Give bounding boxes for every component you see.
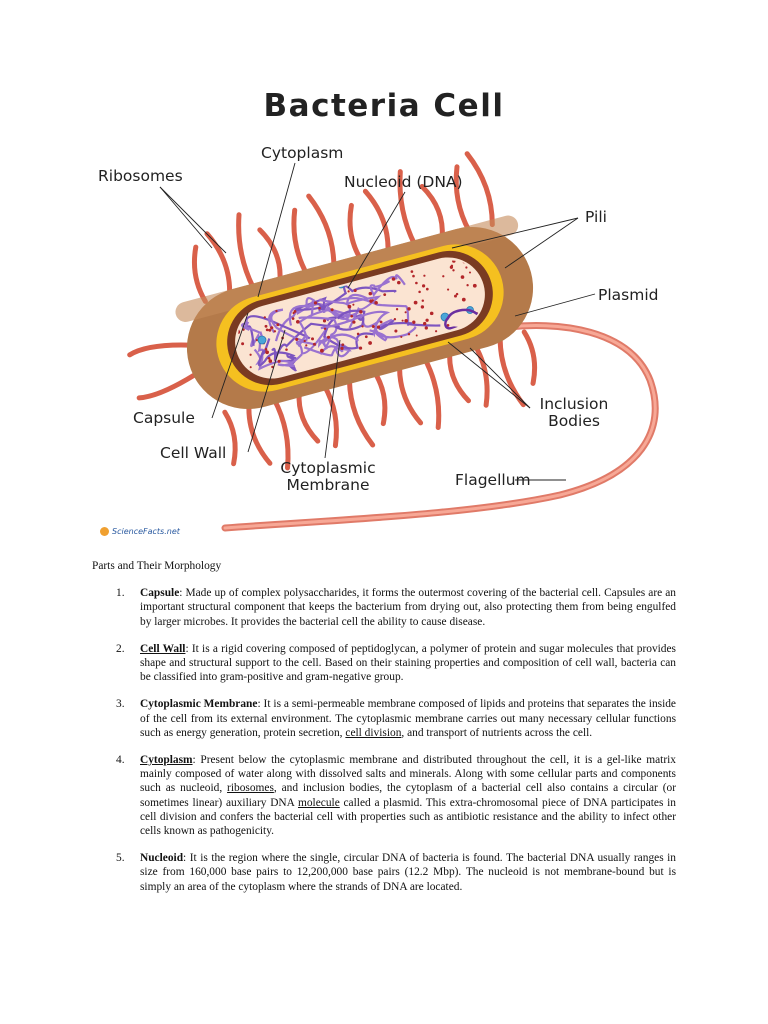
item-link-text[interactable]: ribosomes (227, 782, 274, 795)
ribosome (278, 360, 281, 363)
pilus (450, 352, 469, 401)
pilus (194, 247, 205, 301)
pilus (500, 338, 523, 404)
ribosome (268, 359, 272, 363)
ribosome (314, 301, 317, 304)
ribosome (473, 284, 477, 288)
ribosome (412, 321, 415, 324)
ribosome (402, 320, 404, 322)
label-cytoplasm: Cytoplasm (261, 144, 344, 162)
ribosome (304, 340, 306, 342)
document-body (92, 559, 676, 907)
ribosome (270, 326, 273, 329)
ribosome (412, 275, 415, 278)
ribosome (265, 325, 268, 328)
ribosome (452, 269, 454, 271)
ribosome (320, 349, 324, 353)
ribosome (305, 344, 307, 346)
ribosome (392, 277, 396, 281)
ribosome (435, 330, 437, 332)
pilus (422, 187, 442, 239)
pilus (274, 399, 288, 468)
sciencefacts-logo (100, 527, 180, 536)
label-ribosomes: Ribosomes (98, 167, 183, 185)
item-text: : It is the region where the single, circular DNA of bacteria is found. The bacterial DNA usually ranges in size from 160,000 base pairs to 12,200,000 base pairs (12.2 Mbp). The nucleoid is not membrane-bound but is simply an area of the cytoplasm where the strands of DNA are located. (140, 852, 676, 893)
pilus (349, 379, 372, 445)
pilus (130, 345, 190, 355)
ribosome (415, 282, 418, 285)
ribosome (295, 338, 298, 341)
ribosome (268, 329, 271, 332)
pilus (299, 392, 318, 441)
item-number: 3. (116, 698, 125, 711)
ribosome (423, 275, 425, 277)
ribosome (380, 321, 383, 324)
ribosome (394, 318, 396, 320)
logo-icon (100, 527, 109, 536)
item-term: Cytoplasm (140, 754, 193, 767)
ribosome (426, 288, 429, 291)
ribosome (265, 348, 268, 351)
ribosome (450, 266, 453, 269)
pilus (207, 234, 230, 295)
ribosome (454, 295, 457, 298)
ribosome (368, 341, 372, 345)
ribosome (469, 271, 471, 273)
ribosome (285, 348, 288, 351)
label-nucleoid: Nucleoid (DNA) (344, 173, 463, 191)
ribosome (383, 293, 386, 296)
ribosome (323, 319, 326, 322)
list-item (92, 697, 676, 740)
ribosome (348, 305, 352, 309)
ribosome (405, 311, 407, 313)
ribosome (266, 329, 269, 332)
item-link-text[interactable]: cell division (345, 726, 402, 739)
ribosome (411, 270, 414, 273)
ribosome (352, 304, 354, 306)
ribosome (397, 281, 401, 285)
logo-text: ScienceFacts.net (112, 527, 180, 536)
pilus (260, 230, 280, 282)
item-text: called a plasmid. This extra-chromosomal piece of DNA participates in cell division and confers the bacterial cell with properties such as antibiotic resistance and the ability to infect other cells known as pathogenicity. (140, 796, 676, 838)
ribosome (447, 289, 449, 291)
label-flagellum: Flagellum (455, 471, 531, 489)
pilus (294, 210, 307, 274)
ribosome (275, 310, 277, 312)
item-number: 4. (116, 754, 125, 767)
ribosome (430, 312, 434, 316)
figure-title: Bacteria Cell (263, 88, 505, 124)
item-text: : It is a semi-permeable membrane composed of lipids and proteins that separates the inside of the cell from its external environment. The cytoplasmic membrane carries out many necessary cellular functions such as energy generation, protein secretion, (140, 698, 676, 739)
ribosome (268, 357, 271, 360)
item-text: , and transport of nutrients across the cell. (401, 726, 593, 739)
ribosome (347, 290, 349, 292)
item-text: , and inclusion bodies, the cytoplasm of a bacterial cell also contains a circular (or sometimes linear) auxiliary DNA (140, 782, 676, 809)
item-number: 2. (116, 642, 125, 655)
ribosome (274, 330, 276, 332)
ribosome (292, 317, 295, 320)
ribosome (359, 346, 362, 349)
pilus (375, 372, 385, 424)
item-term: Cell Wall (140, 642, 186, 655)
ribosome (416, 335, 418, 337)
ribosome (372, 299, 374, 301)
ribosome (350, 315, 353, 318)
pilus (139, 375, 195, 398)
item-text: : Present below the cytoplasmic membrane and distributed throughout the cell, it is a gel-like matrix mainly composed of water along with dissolved salts and minerals. Along with some cellular parts and components such as nucleoid, (140, 754, 676, 795)
ribosome (461, 275, 465, 279)
ribosome (377, 325, 380, 328)
ribosome (249, 354, 251, 356)
item-number: 1. (116, 587, 125, 600)
ribosome (466, 284, 468, 286)
ribosome (421, 305, 424, 308)
label-cyto-membrane-line1: Cytoplasmic (280, 459, 376, 477)
pilus (467, 154, 492, 225)
pilus (365, 191, 388, 252)
ribosome (241, 342, 244, 345)
ribosome (465, 266, 467, 268)
ribosome (442, 275, 444, 277)
item-term: Cytoplasmic Membrane (140, 698, 258, 711)
pilus (425, 359, 439, 428)
pilus (524, 332, 534, 383)
ribosome (422, 299, 424, 301)
list-item (92, 851, 676, 894)
ribosome (265, 350, 269, 354)
item-number: 5. (116, 852, 125, 865)
item-link-text[interactable]: molecule (298, 796, 340, 809)
list-item (92, 586, 676, 629)
ribosome (372, 325, 375, 328)
ribosome (425, 326, 428, 329)
label-cytoplasmic-membrane (268, 460, 388, 494)
ribosome (462, 298, 466, 302)
label-capsule: Capsule (133, 409, 195, 427)
item-text: : Made up of complex polysaccharides, it forms the outermost covering of the bacterial cell. Capsules are an important structural component that keeps the bacterium from drying out, also protecting them from being engulfed by larger microbes. It provides the bacterial cell the ability to cause disease. (140, 587, 676, 628)
ribosome (331, 308, 334, 311)
section-heading: Parts and Their Morphology (92, 560, 222, 572)
ribosome (400, 336, 402, 338)
ribosome (365, 335, 368, 338)
ribosome (408, 333, 410, 335)
ribosome (407, 307, 410, 310)
ribosome (423, 322, 426, 325)
ribosome (374, 301, 378, 305)
ribosome (318, 307, 321, 310)
label-cell-wall: Cell Wall (160, 444, 227, 462)
ribosome (313, 343, 316, 346)
ribosome (294, 310, 297, 313)
label-cyto-membrane-line2: Membrane (286, 476, 370, 494)
item-text: : It is a rigid covering composed of peptidoglycan, a polymer of protein and sugar molecules that provides shape and structural support to the cell. Based on their staining properties and composition of cell wall, bacteria can be classified into gram-positive and gram-negative group. (140, 642, 676, 684)
label-inclusion-line1: Inclusion (539, 395, 609, 413)
label-inclusion-bodies (527, 396, 621, 430)
ribosome (425, 319, 428, 322)
ribosome (341, 343, 344, 346)
list-item (92, 753, 676, 838)
pilus (400, 365, 421, 423)
ribosome (359, 310, 362, 313)
ribosome (357, 333, 360, 336)
list-item (92, 642, 676, 685)
ribosome (418, 291, 421, 294)
ribosome (311, 337, 314, 340)
item-term: Nucleoid (140, 852, 184, 865)
label-plasmid: Plasmid (598, 286, 659, 304)
label-pili: Pili (585, 208, 607, 226)
pilus (309, 196, 334, 267)
ribosome (327, 336, 330, 339)
ribosome (396, 308, 398, 310)
ribosome (352, 320, 355, 323)
ribosome (414, 301, 418, 305)
ribosome (296, 320, 300, 324)
ribosome (250, 366, 252, 368)
ribosome (276, 323, 279, 326)
ribosome (422, 284, 425, 287)
ribosome (404, 319, 408, 323)
ribosome (361, 325, 363, 327)
ribosome (354, 289, 357, 292)
label-inclusion-line2: Bodies (548, 412, 600, 430)
ribosome (369, 292, 373, 296)
item-term: Capsule (140, 587, 180, 600)
ribosome (324, 328, 326, 330)
ribosome (264, 316, 266, 318)
ribosome (394, 329, 397, 332)
pilus (350, 205, 361, 259)
pilus (239, 215, 254, 289)
ribosome (340, 347, 343, 350)
parts-list (92, 586, 676, 894)
